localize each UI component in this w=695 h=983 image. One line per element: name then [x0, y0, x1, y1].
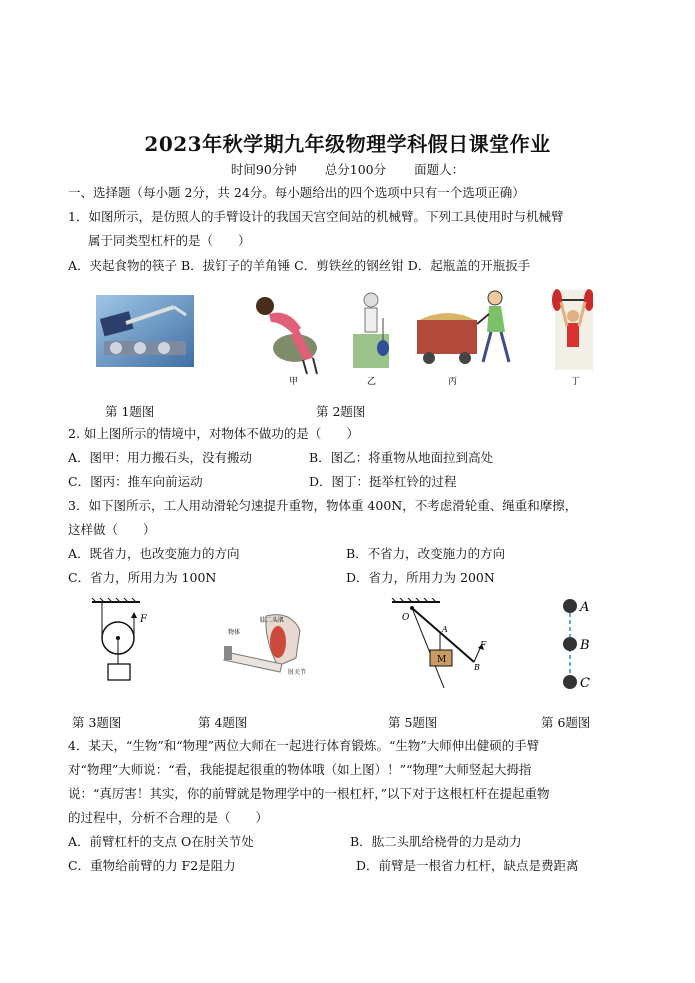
fig5-label-f: F	[480, 641, 487, 651]
fig6-caption: 第 6题图	[541, 715, 591, 730]
scene-yi-figure	[353, 293, 389, 368]
q3-option-a: A．既省力，也改变施力的方向	[68, 546, 240, 561]
fig5-label-m: M	[437, 655, 447, 665]
scene-bing-figure	[417, 291, 509, 364]
q3-stem-line1: 3．如下图所示，工人用动滑轮匀速提升重物，物体重 400N，不考虑滑轮重、绳重和摩擦，	[68, 498, 578, 513]
fig2-work-scenes	[243, 288, 593, 388]
fig3-force-label: F	[140, 614, 147, 625]
q4-option-b: B．肱二头肌给桡骨的力是动力	[350, 834, 522, 849]
q4-option-c: C．重物给前臂的力 F2是阻力	[68, 858, 236, 873]
q4-line4: 的过程中，分析不合理的是（ ）	[68, 810, 269, 825]
scene-ding-figure	[552, 289, 593, 370]
fig4-label-elbow: 肘关节	[288, 669, 307, 676]
fig6-label-b: B	[580, 638, 590, 653]
section-heading: 一、选择题（每小题 2分，共 24分。每小题给出的四个选项中只有一个选项正确）	[68, 185, 525, 200]
q2-option-b: B．图乙：将重物从地面拉到高处	[309, 450, 494, 465]
q1-options: A．夹起食物的筷子 B．拔钉子的羊角锤 C．剪铁丝的钢丝钳 D．起瓶盖的开瓶扳手	[68, 258, 531, 273]
exam-author: 面题人：	[414, 162, 465, 177]
q2-option-a: A．图甲：用力搬石头，没有搬动	[68, 450, 253, 465]
q4-option-d: D．前臂是一根省力杠杆，缺点是费距离	[356, 858, 579, 873]
exam-score: 总分100分	[324, 162, 387, 177]
fig1-caption: 第 1题图	[105, 404, 155, 419]
fig5-label-o: O	[402, 613, 410, 623]
fig4-arm-diagram	[216, 608, 326, 680]
exam-info	[0, 160, 695, 178]
q3-option-d: D．省力，所用力为 200N	[346, 570, 495, 585]
fig5-label-b: B	[474, 663, 480, 672]
scene-jia-figure	[256, 297, 317, 374]
label-yi: 乙	[367, 377, 377, 387]
fig1-robot-arm-image	[96, 295, 194, 367]
q1-stem-line2: 属于同类型杠杆的是（ ）	[88, 233, 251, 248]
q4-line1: 4．某天，“生物”和“物理”两位大师在一起进行体育锻炼。“生物”大师伸出健硕的手臂	[68, 738, 540, 753]
fig5-label-a: A	[442, 625, 448, 634]
fig5-lever-diagram	[386, 598, 492, 694]
fig4-label-biceps: 肱二头肌	[260, 617, 285, 624]
q2-option-c: C．图丙：推车向前运动	[68, 474, 203, 489]
label-ding: 丁	[571, 377, 581, 387]
q4-line3: 说：“真厉害！其实，你的前臂就是物理学中的一根杠杆，”以下对于这根杠杆在提起重物	[68, 786, 550, 801]
q3-option-c: C．省力，所用力为 100N	[68, 570, 217, 585]
fig4-label-object: 物体	[228, 629, 241, 636]
fig3-caption: 第 3题图	[72, 715, 122, 730]
fig3-pulley-diagram	[90, 598, 160, 684]
fig6-balls-diagram	[560, 596, 600, 692]
q4-option-a: A．前臂杠杆的支点 O在肘关节处	[68, 834, 254, 849]
page-title: 2023年秋学期九年级物理学科假日课堂作业	[144, 132, 551, 156]
q2-option-d: D．图丁：挺举杠铃的过程	[309, 474, 457, 489]
q4-line2: 对“物理”大师说：“看，我能提起很重的物体哦（如上图）！”“物理”大师竖起大拇指	[68, 762, 532, 777]
q3-stem-line2: 这样做（ ）	[68, 522, 156, 537]
fig5-caption: 第 5题图	[388, 715, 438, 730]
fig2-caption: 第 2题图	[316, 404, 366, 419]
fig6-label-a: A	[580, 600, 590, 615]
label-jia: 甲	[289, 377, 299, 387]
exam-time: 时间90分钟	[230, 162, 297, 177]
fig4-caption: 第 4题图	[198, 715, 248, 730]
q1-stem-line1: 1．如图所示，是仿照人的手臂设计的我国天宫空间站的机械臂。下列工具使用时与机械臂	[68, 209, 564, 224]
label-bing: 丙	[448, 377, 458, 387]
q3-option-b: B．不省力，改变施力的方向	[346, 546, 506, 561]
fig6-label-c: C	[580, 676, 590, 691]
q2-stem: 2. 如上图所示的情境中，对物体不做功的是（ ）	[68, 426, 359, 441]
